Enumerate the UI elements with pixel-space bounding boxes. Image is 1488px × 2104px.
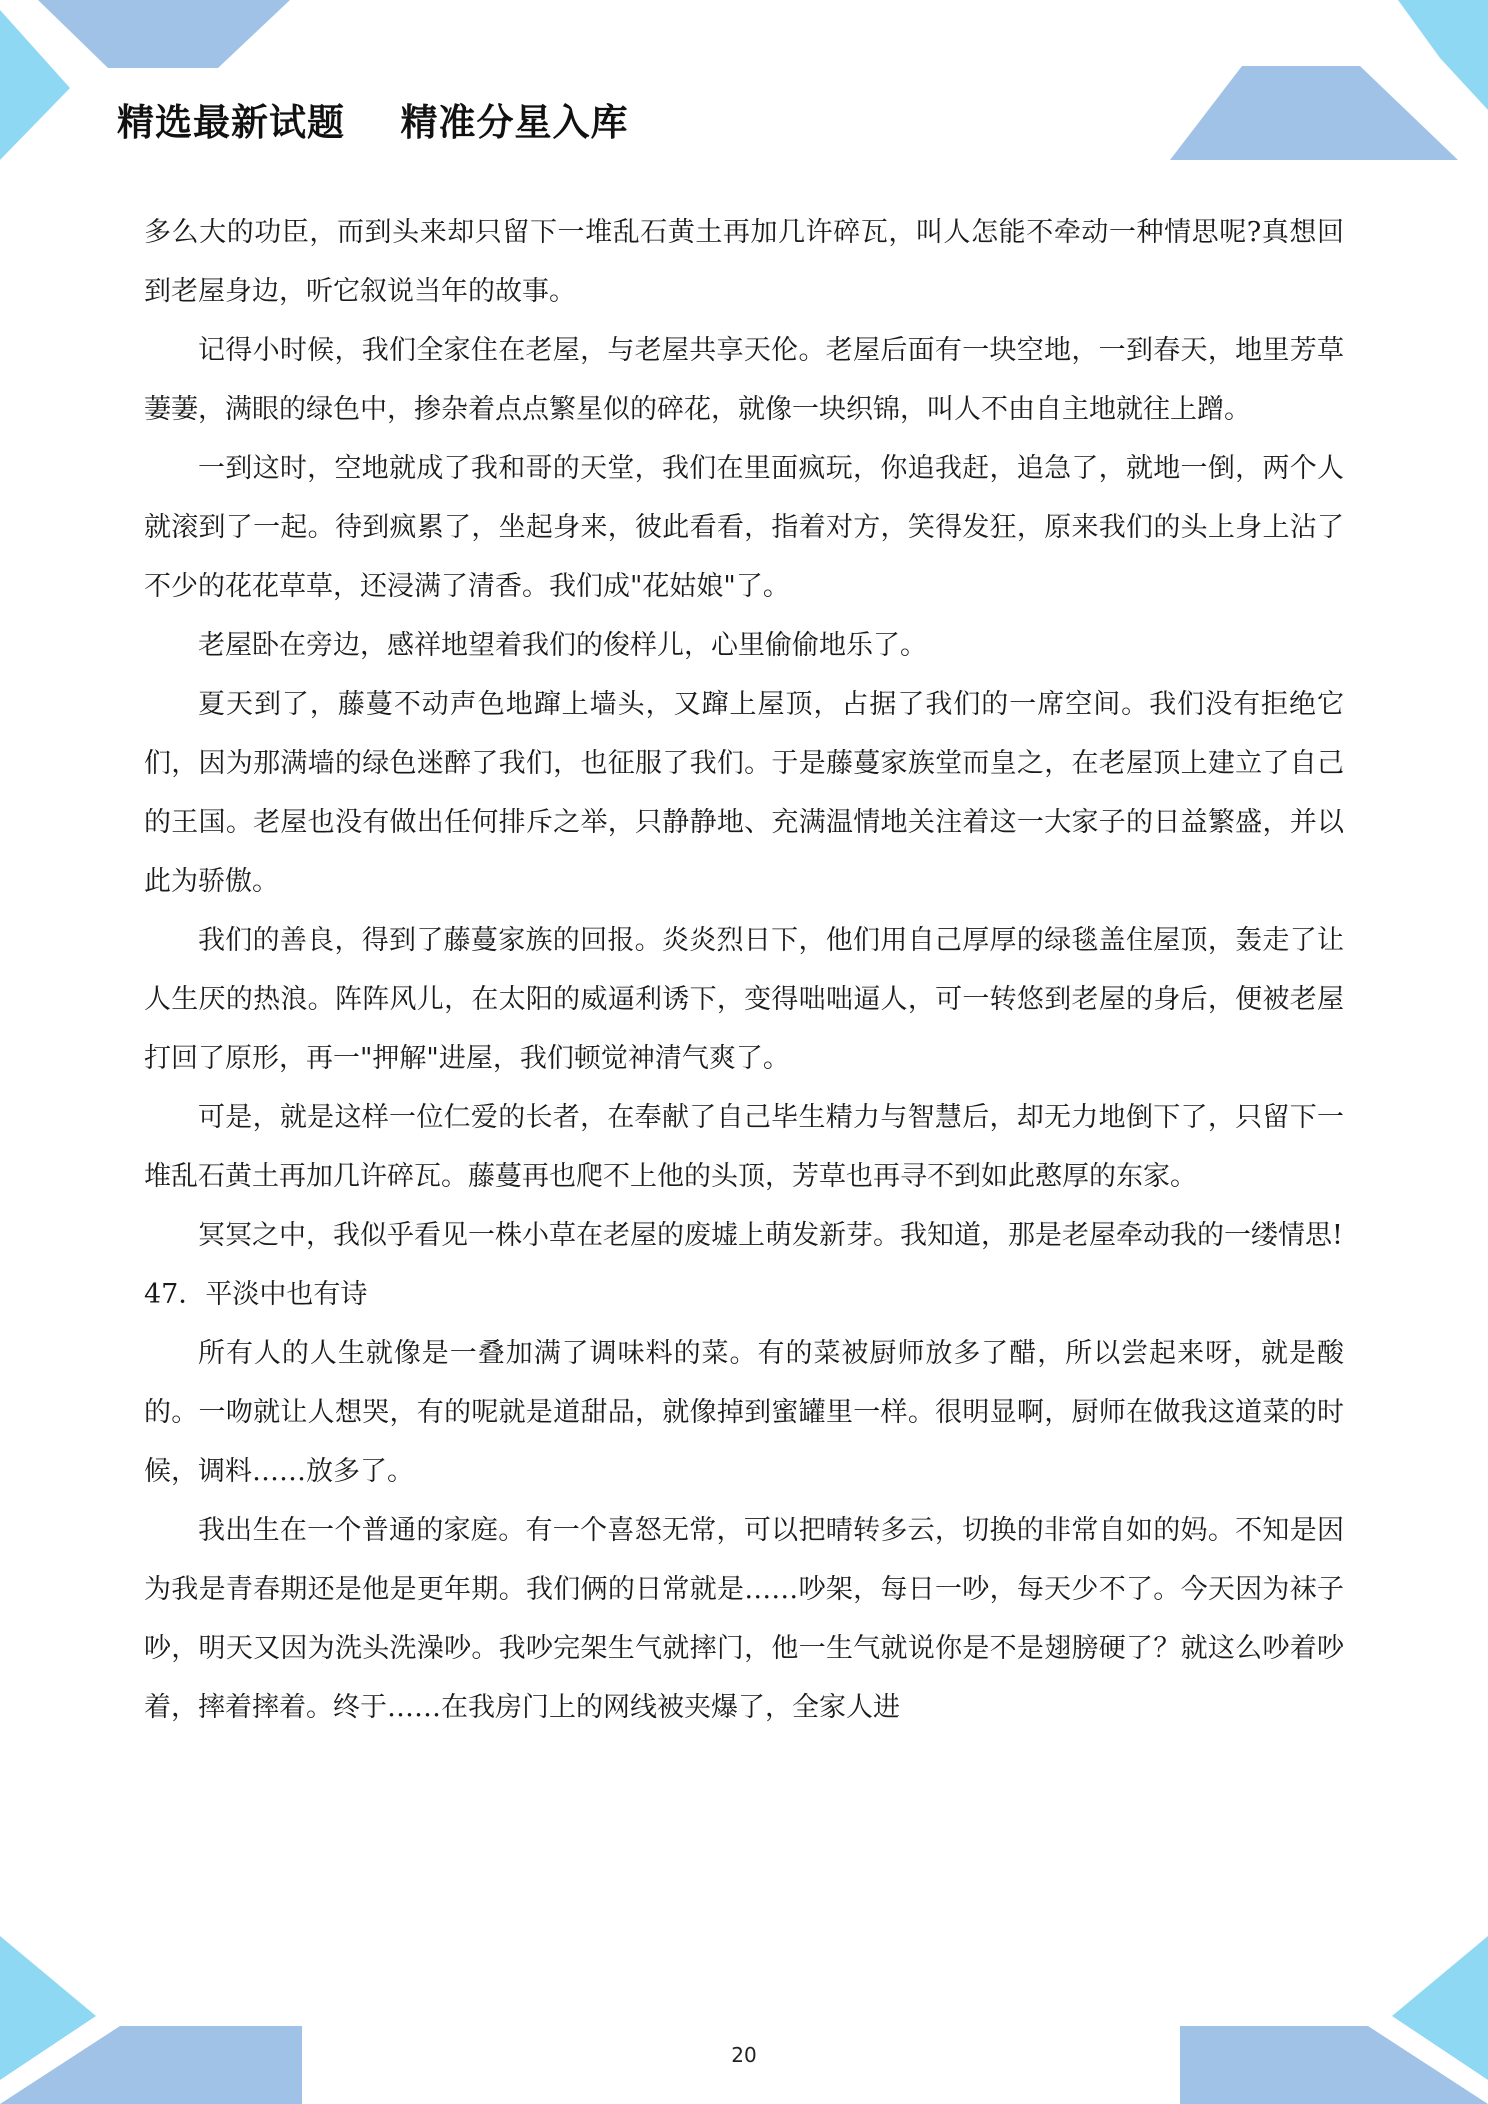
paragraph: 记得小时候，我们全家住在老屋，与老屋共享天伦。老屋后面有一块空地，一到春天，地里芳草萋萋，满眼的绿色中，掺杂着点点繁星似的碎花，就像一块织锦，叫人不由自主地就往上蹭。	[144, 335, 1344, 425]
decor-shape	[38, 0, 290, 68]
paragraph: 老屋卧在旁边，感祥地望着我们的俊样儿，心里偷偷地乐了。	[198, 630, 927, 661]
section-heading: 47．平淡中也有诗	[144, 1279, 368, 1310]
paragraph: 我出生在一个普通的家庭。有一个喜怒无常，可以把晴转多云，切换的非常自如的妈。不知是因为我是青春期还是他是更年期。我们俩的日常就是……吵架，每日一吵，每天少不了。今天因为袜子吵，明天又因为洗头洗澡吵。我吵完架生气就摔门，他一生气就说你是不是翅膀硬了？就这么吵着吵着，摔着摔着。终于……在我房门上的网线被夹爆了，全家人进	[144, 1515, 1344, 1723]
header-title: 精选最新试题 精准分星入库	[117, 101, 629, 144]
decor-shape	[1398, 0, 1488, 110]
decor-shape	[1170, 66, 1458, 160]
article-body	[144, 203, 1344, 1737]
decor-top-right	[1170, 0, 1488, 165]
page-number: 20	[731, 2043, 757, 2067]
decor-bottom-left	[0, 1930, 310, 2104]
paragraph: 夏天到了，藤蔓不动声色地蹿上墙头，又蹿上屋顶，占据了我们的一席空间。我们没有拒绝它们，因为那满墙的绿色迷醉了我们，也征服了我们。于是藤蔓家族堂而皇之，在老屋顶上建立了自己的王国。老屋也没有做出任何排斥之举，只静静地、充满温情地关注着这一大家子的日益繁盛，并以此为骄傲。	[144, 689, 1344, 897]
paragraph: 冥冥之中，我似乎看见一株小草在老屋的废墟上萌发新芽。我知道，那是老屋牵动我的一缕情思!	[198, 1220, 1343, 1251]
paragraph: 可是，就是这样一位仁爱的长者，在奉献了自己毕生精力与智慧后，却无力地倒下了，只留下一堆乱石黄土再加几许碎瓦。藤蔓再也爬不上他的头顶，芳草也再寻不到如此憨厚的东家。	[144, 1102, 1344, 1192]
decor-bottom-right	[1180, 1930, 1488, 2104]
paragraph: 多么大的功臣，而到头来却只留下一堆乱石黄土再加几许碎瓦，叫人怎能不牵动一种情思呢?真想回到老屋身边，听它叙说当年的故事。	[144, 217, 1344, 307]
decor-shape	[0, 10, 70, 160]
paragraph: 我们的善良，得到了藤蔓家族的回报。炎炎烈日下，他们用自己厚厚的绿毯盖住屋顶，轰走了让人生厌的热浪。阵阵风儿，在太阳的威逼利诱下，变得咄咄逼人，可一转悠到老屋的身后，便被老屋打回了原形，再一"押解"进屋，我们顿觉神清气爽了。	[144, 925, 1344, 1074]
paragraph: 一到这时，空地就成了我和哥的天堂，我们在里面疯玩，你追我赶，追急了，就地一倒，两个人就滚到了一起。待到疯累了，坐起身来，彼此看看，指着对方，笑得发狂，原来我们的头上身上沾了不少的花花草草，还浸满了清香。我们成"花姑娘"了。	[144, 453, 1344, 602]
paragraph: 所有人的人生就像是一叠加满了调味料的菜。有的菜被厨师放多了醋，所以尝起来呀，就是酸的。一吻就让人想哭，有的呢就是道甜品，就像掉到蜜罐里一样。很明显啊，厨师在做我这道菜的时候，调料……放多了。	[144, 1338, 1344, 1487]
